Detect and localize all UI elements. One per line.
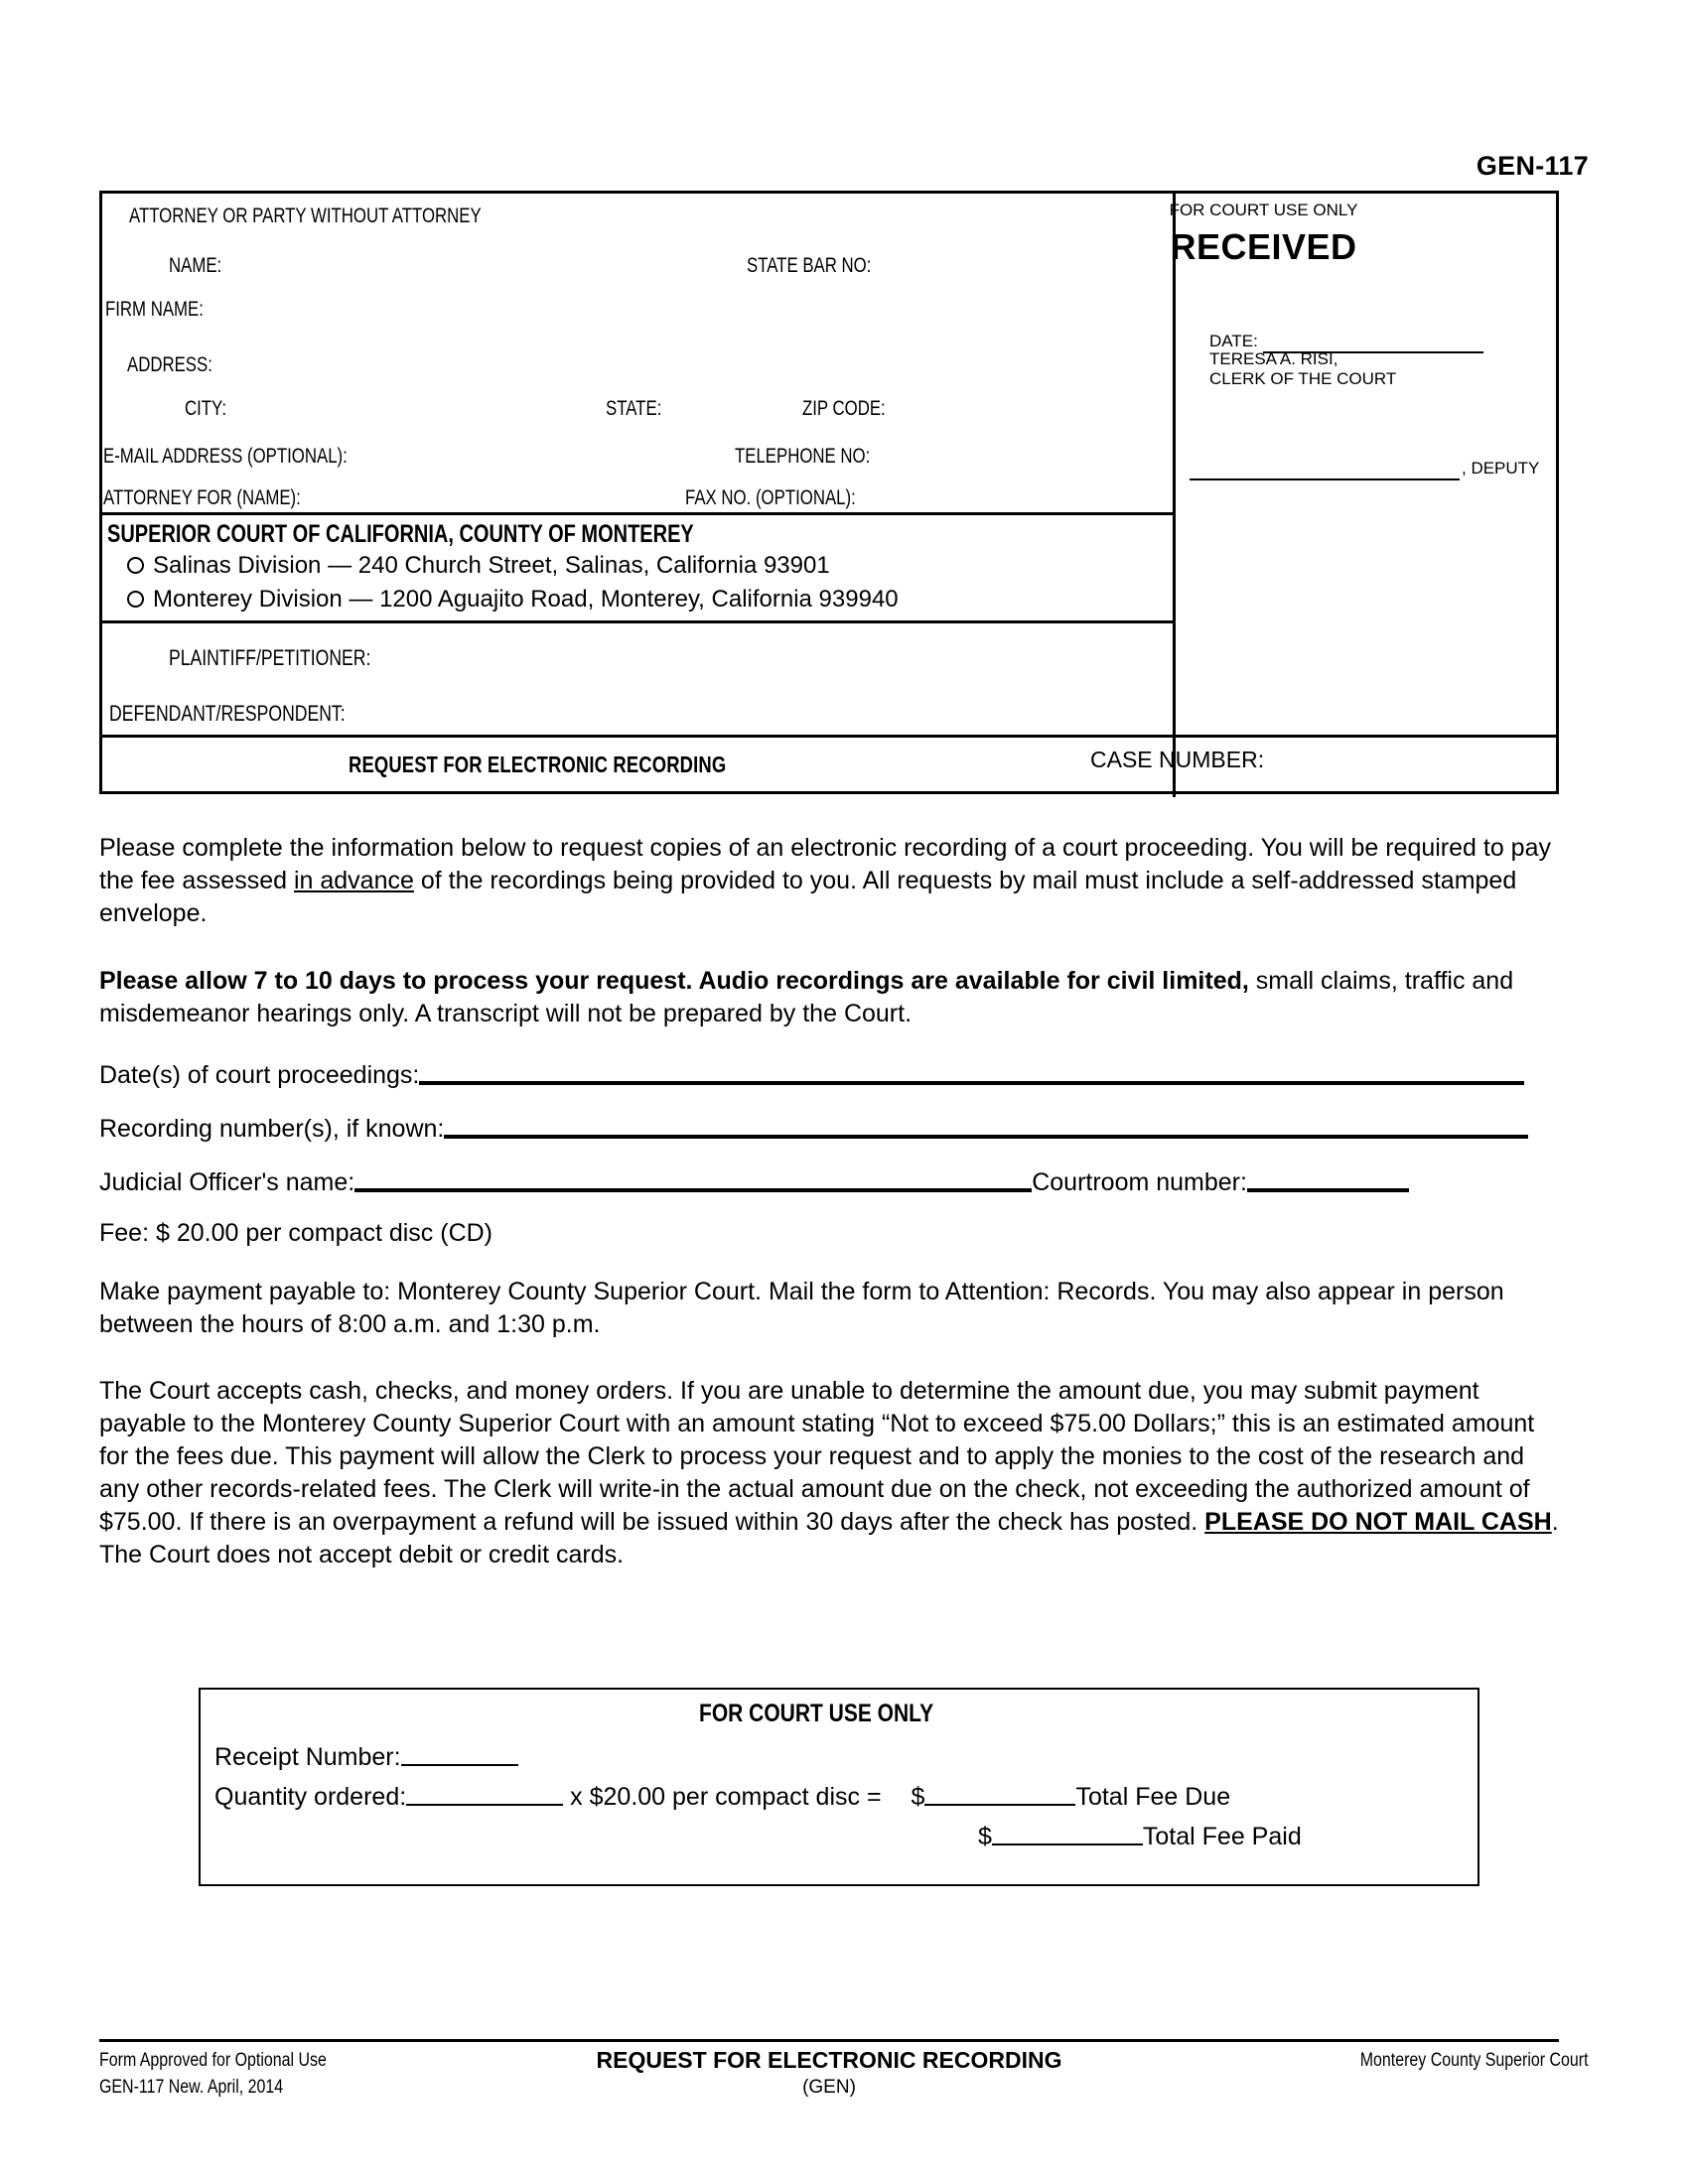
footer-approval-text: Form Approved for Optional Use xyxy=(99,2050,327,2071)
paragraph-instructions: Please complete the information below to request copies of an electronic recording of a court proceeding. You will be required to pay the fee assessed in advance of the recordings being provided to you. All requests by mail must include a self-addressed stamped envelope. xyxy=(99,834,1551,927)
in-advance-emphasis: in advance xyxy=(293,867,414,894)
footer-form-revision: GEN-117 New. April, 2014 xyxy=(99,2077,284,2098)
field-label-city: CITY: xyxy=(185,397,227,420)
do-not-mail-cash-emphasis: PLEASE DO NOT MAIL CASH xyxy=(1204,1508,1552,1536)
caption-rule-attorney-for xyxy=(102,512,1173,515)
footer-right xyxy=(1317,2047,1589,2074)
total-fee-paid-label: Total Fee Paid xyxy=(1142,1823,1302,1850)
field-label-firm-name: FIRM NAME: xyxy=(105,298,204,321)
processing-time-emphasis: Please allow 7 to 10 days to process your request. Audio recordings are available for civil limited, xyxy=(99,967,1249,995)
footer-form-code: (GEN) xyxy=(802,2077,856,2098)
footer-court-name: Monterey County Superior Court xyxy=(1360,2050,1589,2071)
caption-rule-parties xyxy=(102,620,1173,623)
field-recording-input-rule[interactable] xyxy=(444,1135,1528,1139)
field-courtroom-input-rule[interactable] xyxy=(1247,1188,1409,1192)
field-label-address: ADDRESS: xyxy=(127,353,212,376)
footer-form-title: REQUEST FOR ELECTRONIC RECORDING xyxy=(596,2047,1062,2073)
field-label-state-bar-no: STATE BAR NO: xyxy=(747,254,872,277)
fee-line: Fee: $ 20.00 per compact disc (CD) xyxy=(99,1219,492,1247)
deputy-label: , DEPUTY xyxy=(1462,459,1540,478)
receipt-number-label: Receipt Number: xyxy=(214,1743,401,1771)
total-fee-paid-dollar-sign: $ xyxy=(978,1823,992,1850)
division-label-salinas: Salinas Division — 240 Church Street, Salinas, California 93901 xyxy=(153,552,830,579)
field-dates-input-rule[interactable] xyxy=(419,1081,1524,1085)
radio-icon-salinas[interactable] xyxy=(127,557,144,574)
field-label-fax: FAX NO. (OPTIONAL): xyxy=(685,486,856,509)
stamp-date-label: DATE: xyxy=(1209,332,1258,350)
division-option-salinas[interactable] xyxy=(127,552,830,580)
plaintiff-label: PLAINTIFF/PETITIONER: xyxy=(169,645,371,670)
caption-vertical-divider xyxy=(1173,194,1176,797)
quantity-multiplier-label: x $20.00 per compact disc = xyxy=(570,1783,882,1811)
field-courtroom-label: Courtroom number: xyxy=(1032,1168,1247,1196)
total-fee-paid-field[interactable] xyxy=(978,1823,1302,1851)
defendant-label: DEFENDANT/RESPONDENT: xyxy=(109,701,346,726)
form-number-label: GEN-117 xyxy=(1476,151,1589,181)
quantity-ordered-input-rule[interactable] xyxy=(406,1804,563,1806)
form-title-row xyxy=(99,735,1070,794)
field-judicial-officer-input-rule[interactable] xyxy=(354,1188,1032,1192)
field-recording-label: Recording number(s), if known: xyxy=(99,1115,445,1143)
receipt-number-field[interactable] xyxy=(214,1743,518,1772)
form-title: REQUEST FOR ELECTRONIC RECORDING xyxy=(349,751,727,777)
field-recording-numbers[interactable] xyxy=(99,1114,1528,1144)
case-number-label: CASE NUMBER: xyxy=(1090,747,1265,772)
quantity-ordered-field[interactable] xyxy=(214,1783,1230,1812)
field-label-email: E-MAIL ADDRESS (OPTIONAL): xyxy=(103,445,348,468)
receipt-number-input-rule[interactable] xyxy=(401,1764,518,1766)
attorney-block-heading: ATTORNEY OR PARTY WITHOUT ATTORNEY xyxy=(129,205,482,227)
quantity-ordered-label: Quantity ordered: xyxy=(214,1783,407,1811)
total-fee-due-input-rule[interactable] xyxy=(924,1804,1075,1806)
paragraph-payment-instructions: Make payment payable to: Monterey County Superior Court. Mail the form to Attention: Records. You may also appear in person between the hours of 8:00 a.m. and 1:30 p.m. xyxy=(99,1278,1504,1338)
field-judicial-officer-and-courtroom[interactable] xyxy=(99,1167,1409,1197)
field-label-zip-code: ZIP CODE: xyxy=(802,397,886,420)
paragraph-payment-details: The Court accepts cash, checks, and money orders. If you are unable to determine the amount due, you may submit payment payable to the Monterey County Superior Court with an amount stating “Not to exceed $75.00 Dollars;” this is an estimated amount for the fees due. This payment will allow the Clerk to process your request and to apply the monies to the cost of the research and any other records-related fees. The Clerk will write-in the actual amount due on the check, not exceeding the authorized amount of $75.00. If there is an overpayment a refund will be issued within 30 days after the check has posted. PLEASE DO NOT MAIL CASH. The Court does not accept debit or credit cards. xyxy=(99,1377,1559,1569)
division-option-monterey[interactable] xyxy=(127,586,899,614)
footer-rule xyxy=(99,2039,1559,2042)
paragraph-processing-time: Please allow 7 to 10 days to process your request. Audio recordings are available for civil limited, small claims, traffic and misdemeanor hearings only. A transcript will not be prepared by the Court. xyxy=(99,967,1514,1027)
total-fee-paid-input-rule[interactable] xyxy=(992,1843,1143,1845)
court-use-box-title: FOR COURT USE ONLY xyxy=(699,1700,934,1727)
radio-icon-monterey[interactable] xyxy=(127,591,144,608)
division-label-monterey: Monterey Division — 1200 Aguajito Road, Monterey, California 939940 xyxy=(153,586,899,613)
field-label-name: NAME: xyxy=(169,254,222,277)
court-name: SUPERIOR COURT OF CALIFORNIA, COUNTY OF MONTEREY xyxy=(107,520,694,548)
field-dates-of-proceedings[interactable] xyxy=(99,1060,1524,1090)
field-label-telephone: TELEPHONE NO: xyxy=(735,445,871,468)
total-fee-due-dollar-sign: $ xyxy=(911,1783,925,1811)
field-label-attorney-for: ATTORNEY FOR (NAME): xyxy=(103,486,301,509)
total-fee-due-label: Total Fee Due xyxy=(1075,1783,1231,1811)
field-judicial-officer-label: Judicial Officer's name: xyxy=(99,1168,355,1196)
clerk-title: CLERK OF THE COURT xyxy=(1209,369,1397,388)
deputy-rule xyxy=(1190,478,1460,480)
clerk-name: TERESA A. RISI, xyxy=(1209,349,1338,368)
field-label-state: STATE: xyxy=(606,397,662,420)
court-use-only-heading: FOR COURT USE ONLY xyxy=(1169,201,1358,219)
field-dates-label: Date(s) of court proceedings: xyxy=(99,1061,420,1089)
received-stamp: RECEIVED xyxy=(1170,226,1357,267)
